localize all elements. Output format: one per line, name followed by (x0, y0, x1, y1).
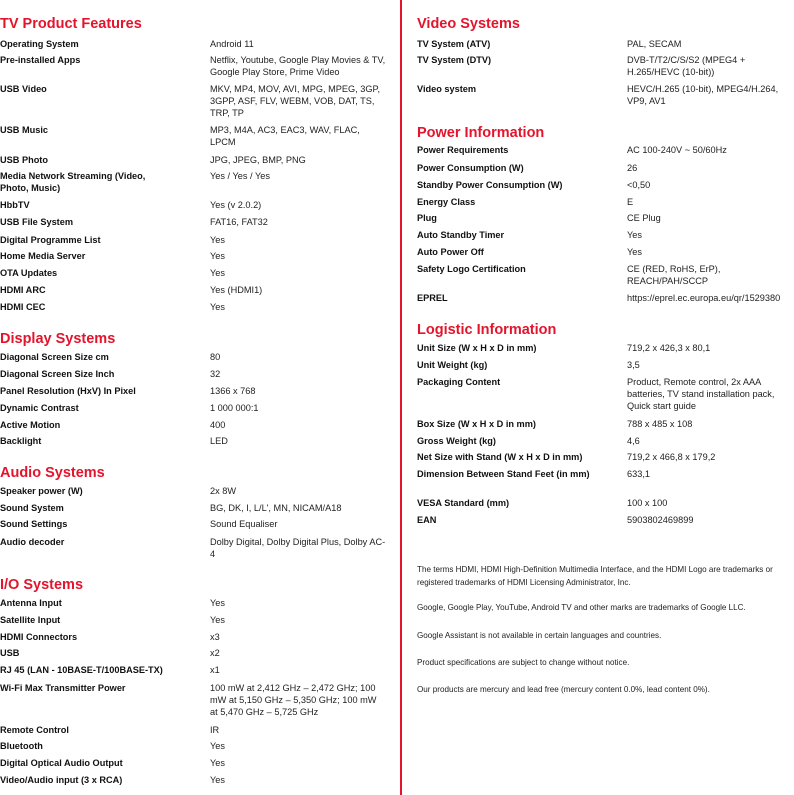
spec-label: USB Music (0, 125, 48, 135)
tv-features-title: TV Product Features (0, 16, 142, 32)
spec-value: 26 (627, 163, 638, 173)
spec-value: 719,2 x 426,3 x 80,1 (627, 343, 711, 353)
spec-value: 788 x 485 x 108 (627, 419, 693, 429)
spec-label: Operating System (0, 39, 79, 49)
spec-value: 100 mW at 2,412 GHz – 2,472 GHz; 100 mW at 5,150 GHz – 5,350 GHz; 100 mW at 5,470 GHz – 5,725 GHz (210, 683, 377, 717)
spec-label: HDMI ARC (0, 285, 46, 295)
spec-label: Satellite Input (0, 615, 61, 625)
spec-label: Net Size with Stand (W x H x D in mm) (417, 452, 583, 462)
spec-value: Yes (210, 251, 225, 261)
spec-label: Diagonal Screen Size cm (0, 352, 109, 362)
spec-label: USB Photo (0, 155, 48, 165)
spec-value: Yes (HDMI1) (210, 285, 263, 295)
spec-value: CE Plug (627, 213, 661, 223)
spec-label: Dynamic Contrast (0, 403, 79, 413)
spec-label: Home Media Server (0, 251, 86, 261)
spec-label: Active Motion (0, 420, 61, 430)
spec-value: Yes (210, 758, 225, 768)
spec-value: Product, Remote control, 2x AAA batteries, TV stand installation pack, Quick start guide (627, 377, 775, 411)
spec-value: 4,6 (627, 436, 640, 446)
spec-label: Video/Audio input (3 x RCA) (0, 775, 123, 785)
spec-value: IR (210, 725, 220, 735)
spec-value: Yes / Yes / Yes (210, 171, 270, 181)
spec-value: Yes (210, 302, 225, 312)
spec-label: Unit Size (W x H x D in mm) (417, 343, 537, 353)
spec-label: Video system (417, 84, 477, 94)
spec-value: https://eprel.ec.europa.eu/qr/1529380 (627, 293, 781, 303)
video-systems-title: Video Systems (417, 16, 520, 32)
audio-systems-title: Audio Systems (0, 465, 105, 481)
spec-value: LED (210, 436, 228, 446)
spec-label: EAN (417, 515, 437, 525)
spec-value: Yes (210, 235, 225, 245)
spec-value: Yes (627, 247, 642, 257)
legal-note: Our products are mercury and lead free (mercury content 0.0%, lead content 0%). (417, 685, 710, 694)
io-systems-title: I/O Systems (0, 577, 84, 593)
legal-note: Product specifications are subject to change without notice. (417, 658, 630, 667)
spec-value: 32 (210, 369, 221, 379)
spec-value: 633,1 (627, 469, 650, 479)
spec-value: AC 100-240V ~ 50/60Hz (627, 145, 727, 155)
spec-label: VESA Standard (mm) (417, 498, 510, 508)
spec-label: USB Video (0, 84, 47, 94)
spec-value: 3,5 (627, 360, 640, 370)
spec-value: Android 11 (210, 39, 254, 49)
spec-label: Power Consumption (W) (417, 163, 524, 173)
spec-label: OTA Updates (0, 268, 58, 278)
spec-value: JPG, JPEG, BMP, PNG (210, 155, 306, 165)
spec-value: Yes (210, 268, 225, 278)
spec-label: TV System (DTV) (417, 55, 492, 65)
spec-label: Speaker power (W) (0, 486, 83, 496)
spec-label: Gross Weight (kg) (417, 436, 496, 446)
spec-value: Yes (210, 775, 225, 785)
spec-value: MKV, MP4, MOV, AVI, MPG, MPEG, 3GP, 3GPP, ASF, FLV, WEBM, VOB, DAT, TS, TRP, TP (210, 84, 381, 118)
spec-value: CE (RED, RoHS, ErP), REACH/PAH/SCCP (627, 264, 721, 286)
spec-label: Sound System (0, 503, 64, 513)
spec-value: 2x 8W (210, 486, 237, 496)
spec-value: Yes (627, 230, 642, 240)
spec-value: Yes (210, 615, 225, 625)
spec-label: Backlight (0, 436, 42, 446)
spec-label: Auto Standby Timer (417, 230, 505, 240)
spec-label: EPREL (417, 293, 448, 303)
spec-value: 1 000 000:1 (210, 403, 259, 413)
spec-value: x3 (210, 632, 220, 642)
spec-value: DVB-T/T2/C/S/S2 (MPEG4 + H.265/HEVC (10-bit)) (627, 55, 746, 77)
spec-value: Sound Equaliser (210, 519, 278, 529)
spec-label: Energy Class (417, 197, 476, 207)
spec-label: Power Requirements (417, 145, 509, 155)
spec-label: Sound Settings (0, 519, 68, 529)
spec-label: TV System (ATV) (417, 39, 491, 49)
spec-value: PAL, SECAM (627, 39, 682, 49)
spec-label: Packaging Content (417, 377, 501, 387)
column-divider (400, 0, 402, 795)
spec-label: Auto Power Off (417, 247, 484, 257)
spec-label: USB (0, 648, 20, 658)
spec-label: Dimension Between Stand Feet (in mm) (417, 469, 590, 479)
legal-note: Google Assistant is not available in certain languages and countries. (417, 631, 662, 640)
spec-value: HEVC/H.265 (10-bit), MPEG4/H.264, VP9, AV1 (627, 84, 779, 106)
spec-value: Yes (210, 741, 225, 751)
spec-label: USB File System (0, 217, 74, 227)
spec-label: Plug (417, 213, 437, 223)
spec-value: Dolby Digital, Dolby Digital Plus, Dolby AC-4 (210, 537, 386, 559)
spec-label: Wi-Fi Max Transmitter Power (0, 683, 126, 693)
legal-note: The terms HDMI, HDMI High-Definition Multimedia Interface, and the HDMI Logo are trademarks or registered trademarks of HDMI Licensing Administrator, Inc. (417, 565, 773, 587)
spec-label: Bluetooth (0, 741, 43, 751)
spec-value: 5903802469899 (627, 515, 694, 525)
spec-label: Box Size (W x H x D in mm) (417, 419, 536, 429)
spec-label: Safety Logo Certification (417, 264, 526, 274)
spec-value: x1 (210, 665, 220, 675)
spec-value: 400 (210, 420, 226, 430)
spec-value: 80 (210, 352, 221, 362)
display-systems-title: Display Systems (0, 331, 116, 347)
spec-label: HDMI CEC (0, 302, 46, 312)
spec-value: x2 (210, 648, 220, 658)
spec-label: Unit Weight (kg) (417, 360, 488, 370)
spec-label: Antenna Input (0, 598, 62, 608)
spec-label: Audio decoder (0, 537, 65, 547)
spec-value: 719,2 x 466,8 x 179,2 (627, 452, 716, 462)
spec-value: FAT16, FAT32 (210, 217, 268, 227)
spec-label: Digital Optical Audio Output (0, 758, 123, 768)
spec-value: Netflix, Youtube, Google Play Movies & TV, Google Play Store, Prime Video (210, 55, 386, 77)
spec-label: RJ 45 (LAN - 10BASE-T/100BASE-TX) (0, 665, 163, 675)
spec-value: MP3, M4A, AC3, EAC3, WAV, FLAC, LPCM (210, 125, 360, 147)
legal-note: Google, Google Play, YouTube, Android TV and other marks are trademarks of Google LLC. (417, 603, 746, 612)
spec-label: HDMI Connectors (0, 632, 78, 642)
spec-label: Diagonal Screen Size Inch (0, 369, 115, 379)
spec-label: Standby Power Consumption (W) (417, 180, 563, 190)
spec-value: 1366 x 768 (210, 386, 256, 396)
spec-label: Digital Programme List (0, 235, 101, 245)
spec-value: Yes (v 2.0.2) (210, 200, 262, 210)
spec-value: <0,50 (627, 180, 651, 190)
logistic-information-title: Logistic Information (417, 322, 557, 338)
spec-label: Remote Control (0, 725, 69, 735)
power-information-title: Power Information (417, 125, 545, 141)
spec-label: Panel Resolution (HxV) In Pixel (0, 386, 136, 396)
spec-label: Pre-installed Apps (0, 55, 81, 65)
spec-value: E (627, 197, 634, 207)
spec-value: BG, DK, I, L/L', MN, NICAM/A18 (210, 503, 342, 513)
spec-label: Media Network Streaming (Video, Photo, Music) (0, 171, 146, 193)
spec-value: Yes (210, 598, 225, 608)
spec-value: 100 x 100 (627, 498, 668, 508)
spec-label: HbbTV (0, 200, 30, 210)
